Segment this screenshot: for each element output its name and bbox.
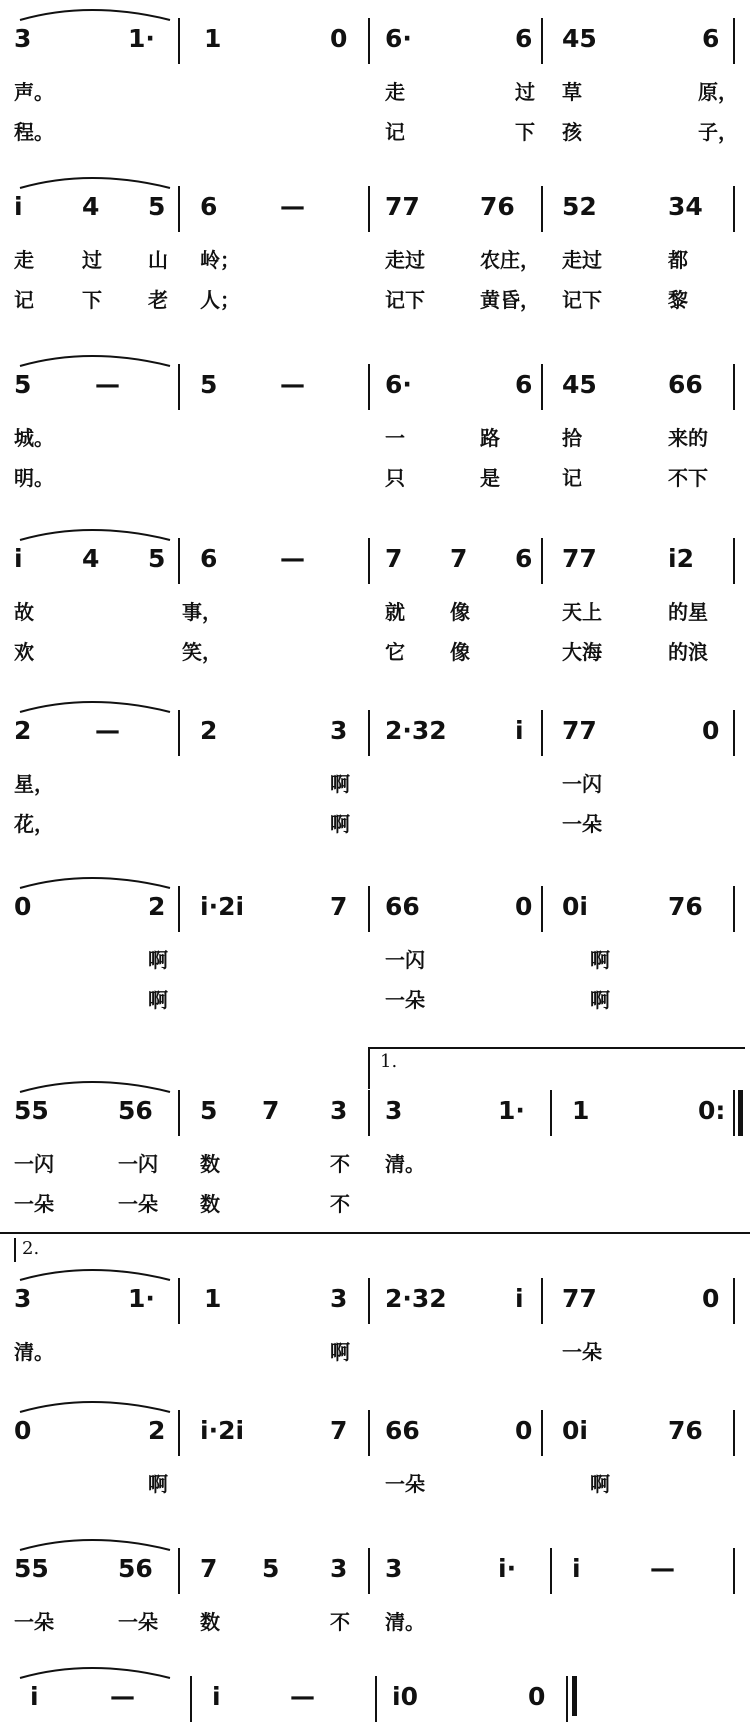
lyric-word: 啊 bbox=[330, 812, 350, 836]
barline bbox=[178, 1090, 180, 1136]
notes-row bbox=[0, 1676, 750, 1722]
lyric-word: 孩 bbox=[562, 120, 582, 144]
lyric-word: 黄昏， bbox=[480, 288, 540, 312]
lyric-word: 记 bbox=[562, 466, 582, 490]
notes-row bbox=[0, 538, 750, 584]
note: i2 bbox=[668, 544, 694, 573]
volta-second-ending bbox=[14, 1238, 136, 1262]
note: 0 bbox=[515, 1416, 533, 1445]
barline bbox=[733, 186, 735, 232]
note: 7 bbox=[330, 1416, 348, 1445]
lyric-word: 数 bbox=[200, 1610, 220, 1634]
lyric-word: 的浪 bbox=[668, 640, 708, 664]
barline bbox=[178, 1278, 180, 1324]
note: 76 bbox=[668, 1416, 703, 1445]
lyric-word: 啊 bbox=[330, 772, 350, 796]
lyric-word: 城。 bbox=[14, 426, 54, 450]
note: 77 bbox=[385, 192, 420, 221]
lyric-word: 天上 bbox=[562, 600, 602, 624]
note: 4 bbox=[82, 544, 100, 573]
note: 1· bbox=[128, 1284, 155, 1313]
note: — bbox=[280, 370, 305, 399]
notes-row bbox=[0, 186, 750, 232]
lyric-word: 走 bbox=[385, 80, 405, 104]
note: 6 bbox=[702, 24, 720, 53]
lyric-word: 不 bbox=[330, 1152, 350, 1176]
lyric-word: 原， bbox=[698, 80, 738, 104]
barline bbox=[733, 18, 735, 64]
note: 0 bbox=[14, 1416, 32, 1445]
lyric-word: 的星 bbox=[668, 600, 708, 624]
barline bbox=[733, 1548, 735, 1594]
lyric-word: 一闪 bbox=[14, 1152, 54, 1176]
notes-row bbox=[0, 710, 750, 756]
barline bbox=[566, 1676, 568, 1722]
note: 0 bbox=[515, 892, 533, 921]
note: 4 bbox=[82, 192, 100, 221]
lyric-word: 花， bbox=[14, 812, 54, 836]
note: 77 bbox=[562, 544, 597, 573]
note: 2 bbox=[200, 716, 218, 745]
note: 0 bbox=[702, 1284, 720, 1313]
barline bbox=[178, 186, 180, 232]
barline bbox=[178, 364, 180, 410]
final-barline bbox=[572, 1676, 577, 1716]
notes-row bbox=[0, 1410, 750, 1456]
lyric-word: 它 bbox=[385, 640, 405, 664]
note: 2 bbox=[148, 1416, 166, 1445]
barline bbox=[733, 1278, 735, 1324]
barline bbox=[541, 364, 543, 410]
barline bbox=[368, 1278, 370, 1324]
lyric-line bbox=[0, 422, 750, 456]
note: i bbox=[14, 544, 23, 573]
note: 1 bbox=[572, 1096, 590, 1125]
note: i· bbox=[498, 1554, 517, 1583]
note: 55 bbox=[14, 1554, 49, 1583]
note: 6 bbox=[200, 192, 218, 221]
barline bbox=[368, 1090, 370, 1136]
note: 3 bbox=[14, 24, 32, 53]
lyric-word: 啊 bbox=[590, 988, 610, 1012]
lyric-line bbox=[0, 808, 750, 842]
barline bbox=[541, 18, 543, 64]
lyric-word: 人； bbox=[200, 288, 240, 312]
barline bbox=[368, 886, 370, 932]
notes-row bbox=[0, 1278, 750, 1324]
lyric-word: 路 bbox=[480, 426, 500, 450]
note: 45 bbox=[562, 370, 597, 399]
lyric-line bbox=[0, 1468, 750, 1502]
lyric-word: 一朵 bbox=[118, 1610, 158, 1634]
barline bbox=[541, 1410, 543, 1456]
lyric-word: 过 bbox=[82, 248, 102, 272]
note: 3 bbox=[330, 1554, 348, 1583]
lyric-word: 声。 bbox=[14, 80, 54, 104]
barline bbox=[733, 538, 735, 584]
barline bbox=[541, 1278, 543, 1324]
lyric-word: 下 bbox=[82, 288, 102, 312]
note: 7 bbox=[450, 544, 468, 573]
lyric-word: 啊 bbox=[148, 1472, 168, 1496]
lyric-word: 走过 bbox=[562, 248, 602, 272]
repeat-barline bbox=[738, 1090, 743, 1136]
note: 45 bbox=[562, 24, 597, 53]
note: — bbox=[110, 1682, 135, 1711]
note: i bbox=[515, 1284, 524, 1313]
note: 76 bbox=[480, 192, 515, 221]
lyric-word: 来的 bbox=[668, 426, 708, 450]
lyric-word: 像 bbox=[450, 640, 470, 664]
lyric-word: 都 bbox=[668, 248, 688, 272]
note: 52 bbox=[562, 192, 597, 221]
note: 5 bbox=[148, 192, 166, 221]
lyric-word: 草 bbox=[562, 80, 582, 104]
barline bbox=[550, 1090, 552, 1136]
lyric-line bbox=[0, 1188, 750, 1222]
note: 0 bbox=[330, 24, 348, 53]
note: 66 bbox=[385, 1416, 420, 1445]
note: — bbox=[280, 544, 305, 573]
barline bbox=[178, 1548, 180, 1594]
lyric-word: 老 bbox=[148, 288, 168, 312]
note: 55 bbox=[14, 1096, 49, 1125]
lyric-word: 像 bbox=[450, 600, 470, 624]
lyric-word: 记下 bbox=[385, 288, 425, 312]
lyric-word: 岭； bbox=[200, 248, 240, 272]
barline bbox=[541, 886, 543, 932]
barline bbox=[368, 538, 370, 584]
note: 5 bbox=[200, 1096, 218, 1125]
lyric-word: 记 bbox=[385, 120, 405, 144]
note: 6 bbox=[200, 544, 218, 573]
barline bbox=[368, 186, 370, 232]
barline bbox=[733, 710, 735, 756]
barline bbox=[368, 18, 370, 64]
note: i bbox=[14, 192, 23, 221]
lyric-word: 就 bbox=[385, 600, 405, 624]
lyric-word: 一朵 bbox=[14, 1610, 54, 1634]
lyric-line bbox=[0, 636, 750, 670]
note: 77 bbox=[562, 716, 597, 745]
lyric-word: 过 bbox=[515, 80, 535, 104]
lyric-word: 啊 bbox=[148, 948, 168, 972]
lyric-word: 走过 bbox=[385, 248, 425, 272]
lyric-line bbox=[0, 244, 750, 278]
note: 0: bbox=[698, 1096, 726, 1125]
barline bbox=[733, 1090, 735, 1136]
note: i bbox=[572, 1554, 581, 1583]
notes-row bbox=[0, 364, 750, 410]
lyric-word: 大海 bbox=[562, 640, 602, 664]
note: 5 bbox=[262, 1554, 280, 1583]
barline bbox=[733, 364, 735, 410]
note: i bbox=[515, 716, 524, 745]
note: 3 bbox=[385, 1096, 403, 1125]
note: 3 bbox=[385, 1554, 403, 1583]
barline bbox=[541, 538, 543, 584]
note: — bbox=[95, 716, 120, 745]
lyric-word: 清。 bbox=[385, 1610, 425, 1634]
lyric-line bbox=[0, 984, 750, 1018]
lyric-word: 是 bbox=[480, 466, 500, 490]
notes-row bbox=[0, 886, 750, 932]
note: 7 bbox=[385, 544, 403, 573]
note: 1 bbox=[204, 24, 222, 53]
barline bbox=[733, 1410, 735, 1456]
lyric-word: 黎 bbox=[668, 288, 688, 312]
lyric-line bbox=[0, 596, 750, 630]
note: 2·32 bbox=[385, 716, 447, 745]
note: i bbox=[30, 1682, 39, 1711]
barline bbox=[178, 886, 180, 932]
note: 0 bbox=[528, 1682, 546, 1711]
barline bbox=[541, 186, 543, 232]
lyric-word: 明。 bbox=[14, 466, 54, 490]
note: 2 bbox=[14, 716, 32, 745]
barline bbox=[178, 538, 180, 584]
lyric-word: 清。 bbox=[385, 1152, 425, 1176]
note: — bbox=[95, 370, 120, 399]
note: 6· bbox=[385, 24, 412, 53]
barline bbox=[368, 1410, 370, 1456]
lyric-word: 拾 bbox=[562, 426, 582, 450]
lyric-word: 只 bbox=[385, 466, 405, 490]
lyric-line bbox=[0, 1606, 750, 1640]
note: 3 bbox=[330, 716, 348, 745]
lyric-word: 数 bbox=[200, 1152, 220, 1176]
lyric-line bbox=[0, 944, 750, 978]
note: 76 bbox=[668, 892, 703, 921]
barline bbox=[178, 18, 180, 64]
note: 2 bbox=[148, 892, 166, 921]
lyric-word: 一闪 bbox=[562, 772, 602, 796]
lyric-word: 清。 bbox=[14, 1340, 54, 1364]
lyric-word: 不 bbox=[330, 1610, 350, 1634]
lyric-word: 啊 bbox=[148, 988, 168, 1012]
note: 66 bbox=[668, 370, 703, 399]
lyric-line bbox=[0, 462, 750, 496]
lyric-line bbox=[0, 1336, 750, 1370]
lyric-word: 啊 bbox=[590, 948, 610, 972]
note: 7 bbox=[262, 1096, 280, 1125]
lyric-word: 数 bbox=[200, 1192, 220, 1216]
note: 34 bbox=[668, 192, 703, 221]
lyric-word: 程。 bbox=[14, 120, 54, 144]
lyric-word: 故 bbox=[14, 600, 34, 624]
lyric-word: 不下 bbox=[668, 466, 708, 490]
notes-row bbox=[0, 1548, 750, 1594]
note: 3 bbox=[330, 1096, 348, 1125]
barline bbox=[368, 1548, 370, 1594]
lyric-line bbox=[0, 76, 750, 110]
note: 1· bbox=[498, 1096, 525, 1125]
note: 3 bbox=[14, 1284, 32, 1313]
note: 6 bbox=[515, 544, 533, 573]
note: 6 bbox=[515, 370, 533, 399]
lyric-word: 不 bbox=[330, 1192, 350, 1216]
notes-row bbox=[0, 18, 750, 64]
barline bbox=[190, 1676, 192, 1722]
lyric-word: 山 bbox=[148, 248, 168, 272]
notes-row bbox=[0, 1090, 750, 1136]
lyric-word: 星， bbox=[14, 772, 54, 796]
note: i bbox=[212, 1682, 221, 1711]
note: 1 bbox=[204, 1284, 222, 1313]
lyric-word: 一朵 bbox=[562, 1340, 602, 1364]
lyric-line bbox=[0, 1148, 750, 1182]
lyric-line bbox=[0, 284, 750, 318]
note: 3 bbox=[330, 1284, 348, 1313]
volta-first-ending bbox=[368, 1047, 745, 1089]
volta-rule-line bbox=[0, 1232, 750, 1234]
note: i·2i bbox=[200, 892, 245, 921]
note: 6 bbox=[515, 24, 533, 53]
lyric-word: 一 bbox=[385, 426, 405, 450]
lyric-word: 笑， bbox=[182, 640, 222, 664]
note: — bbox=[650, 1554, 675, 1583]
lyric-word: 一闪 bbox=[118, 1152, 158, 1176]
note: 2·32 bbox=[385, 1284, 447, 1313]
barline bbox=[733, 886, 735, 932]
lyric-word: 下 bbox=[515, 120, 535, 144]
note: 0 bbox=[14, 892, 32, 921]
note: i·2i bbox=[200, 1416, 245, 1445]
barline bbox=[368, 364, 370, 410]
note: i0 bbox=[392, 1682, 418, 1711]
note: 5 bbox=[200, 370, 218, 399]
barline bbox=[550, 1548, 552, 1594]
lyric-word: 农庄， bbox=[480, 248, 540, 272]
note: 5 bbox=[14, 370, 32, 399]
lyric-word: 啊 bbox=[330, 1340, 350, 1364]
lyric-word: 一闪 bbox=[385, 948, 425, 972]
barline bbox=[368, 710, 370, 756]
lyric-word: 事， bbox=[182, 600, 222, 624]
lyric-word: 走 bbox=[14, 248, 34, 272]
note: 77 bbox=[562, 1284, 597, 1313]
lyric-word: 一朵 bbox=[562, 812, 602, 836]
barline bbox=[375, 1676, 377, 1722]
note: 5 bbox=[148, 544, 166, 573]
lyric-line bbox=[0, 768, 750, 802]
note: 0i bbox=[562, 1416, 588, 1445]
lyric-word: 一朵 bbox=[14, 1192, 54, 1216]
note: 7 bbox=[330, 892, 348, 921]
lyric-word: 子， bbox=[698, 120, 738, 144]
note: 56 bbox=[118, 1554, 153, 1583]
note: 6· bbox=[385, 370, 412, 399]
note: 56 bbox=[118, 1096, 153, 1125]
lyric-line bbox=[0, 116, 750, 150]
note: 66 bbox=[385, 892, 420, 921]
note: — bbox=[280, 192, 305, 221]
lyric-word: 一朵 bbox=[385, 1472, 425, 1496]
lyric-word: 一朵 bbox=[385, 988, 425, 1012]
lyric-word: 记下 bbox=[562, 288, 602, 312]
barline bbox=[178, 1410, 180, 1456]
note: 1· bbox=[128, 24, 155, 53]
lyric-word: 记 bbox=[14, 288, 34, 312]
lyric-word: 一朵 bbox=[118, 1192, 158, 1216]
note: 0 bbox=[702, 716, 720, 745]
lyric-word: 啊 bbox=[590, 1472, 610, 1496]
barline bbox=[541, 710, 543, 756]
volta-first-label: 1. bbox=[380, 1051, 398, 1072]
lyric-word: 欢 bbox=[14, 640, 34, 664]
barline bbox=[178, 710, 180, 756]
volta-second-label: 2. bbox=[22, 1238, 40, 1259]
note: 0i bbox=[562, 892, 588, 921]
note: — bbox=[290, 1682, 315, 1711]
note: 7 bbox=[200, 1554, 218, 1583]
